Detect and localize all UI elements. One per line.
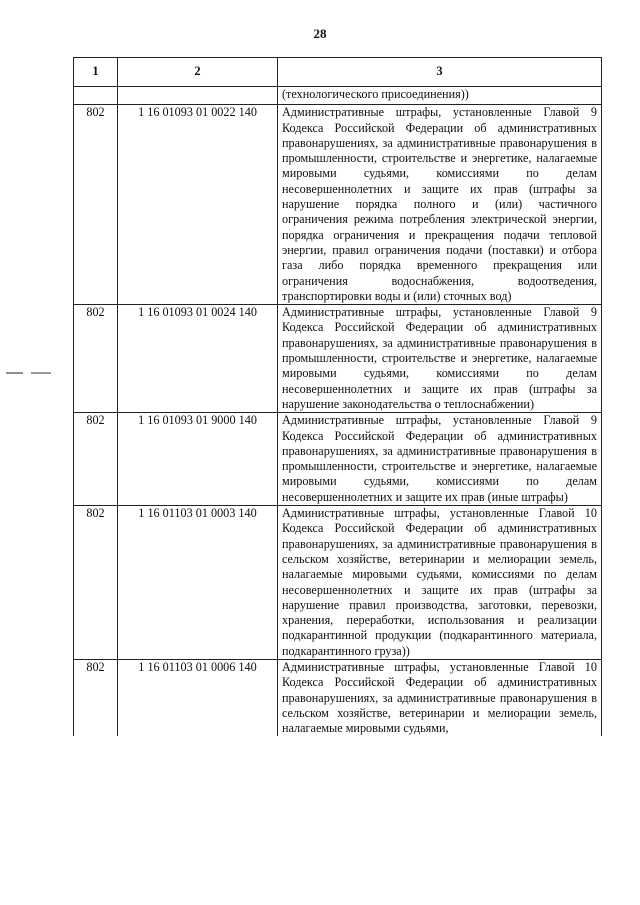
continuation-text: (технологического присоединения)) <box>278 87 602 105</box>
column-header-1: 1 <box>74 58 118 87</box>
table-row <box>74 506 602 660</box>
admin-code: 802 <box>74 506 118 660</box>
revenue-description: Административные штрафы, установленные Главой 9 Кодекса Российской Федерации об административных правонарушениях, за административные правонарушения в промышленности, строительстве и энергетике, налагаемые мировыми судьями, комиссиями по делам несовершеннолетних и защите их прав (штрафы за нарушение порядка полного и (или) частичного ограничения режима потребления электрической энергии, порядка ограничения и прекращения подачи тепловой энергии, правил ограничения подачи (поставки) и отбора газа либо порядка временного прекращения или ограничения водоснабжения, водоотведения, транспортировки воды и (или) сточных вод) <box>278 105 602 305</box>
revenue-description: Административные штрафы, установленные Главой 9 Кодекса Российской Федерации об административных правонарушениях, за административные правонарушения в промышленности, строительстве и энергетике, налагаемые мировыми судьями, комиссиями по делам несовершеннолетних и защите их прав (штрафы за нарушение законодательства о теплоснабжении) <box>278 305 602 413</box>
table-cell-empty <box>74 87 118 105</box>
column-header-2: 2 <box>118 58 278 87</box>
admin-code: 802 <box>74 413 118 506</box>
column-header-3: 3 <box>278 58 602 87</box>
table-row <box>74 659 602 736</box>
budget-classification-code: 1 16 01093 01 9000 140 <box>118 413 278 506</box>
budget-classification-code: 1 16 01103 01 0006 140 <box>118 659 278 736</box>
table-row <box>74 105 602 305</box>
revenue-description: Административные штрафы, установленные Главой 10 Кодекса Российской Федерации об административных правонарушениях, за административные правонарушения в сельском хозяйстве, ветеринарии и мелиорации земель, налагаемые мировыми судьями, <box>278 659 602 736</box>
admin-code: 802 <box>74 105 118 305</box>
revenue-description: Административные штрафы, установленные Главой 10 Кодекса Российской Федерации об административных правонарушениях, за административные правонарушения в сельском хозяйстве, ветеринарии и мелиорации земель, налагаемые мировыми судьями, комиссиями по делам несовершеннолетних и защите их прав (штрафы за нарушение правил производства, заготовки, перевозки, хранения, переработки, использования и реализации подкарантинной продукции (подкарантинного материала, подкарантинного груза)) <box>278 506 602 660</box>
budget-classification-code: 1 16 01103 01 0003 140 <box>118 506 278 660</box>
budget-classification-code: 1 16 01093 01 0024 140 <box>118 305 278 413</box>
table-row <box>74 305 602 413</box>
budget-code-table <box>73 57 602 736</box>
scan-artifact <box>6 372 62 374</box>
admin-code: 802 <box>74 659 118 736</box>
table-row <box>74 413 602 506</box>
table-row-continuation <box>74 87 602 105</box>
table-cell-empty <box>118 87 278 105</box>
page-number: 28 <box>313 26 327 41</box>
admin-code: 802 <box>74 305 118 413</box>
budget-classification-code: 1 16 01093 01 0022 140 <box>118 105 278 305</box>
table-header-row <box>74 58 602 87</box>
revenue-description: Административные штрафы, установленные Главой 9 Кодекса Российской Федерации об административных правонарушениях, за административные правонарушения в промышленности, строительстве и энергетике, налагаемые мировыми судьями, комиссиями по делам несовершеннолетних и защите их прав (иные штрафы) <box>278 413 602 506</box>
